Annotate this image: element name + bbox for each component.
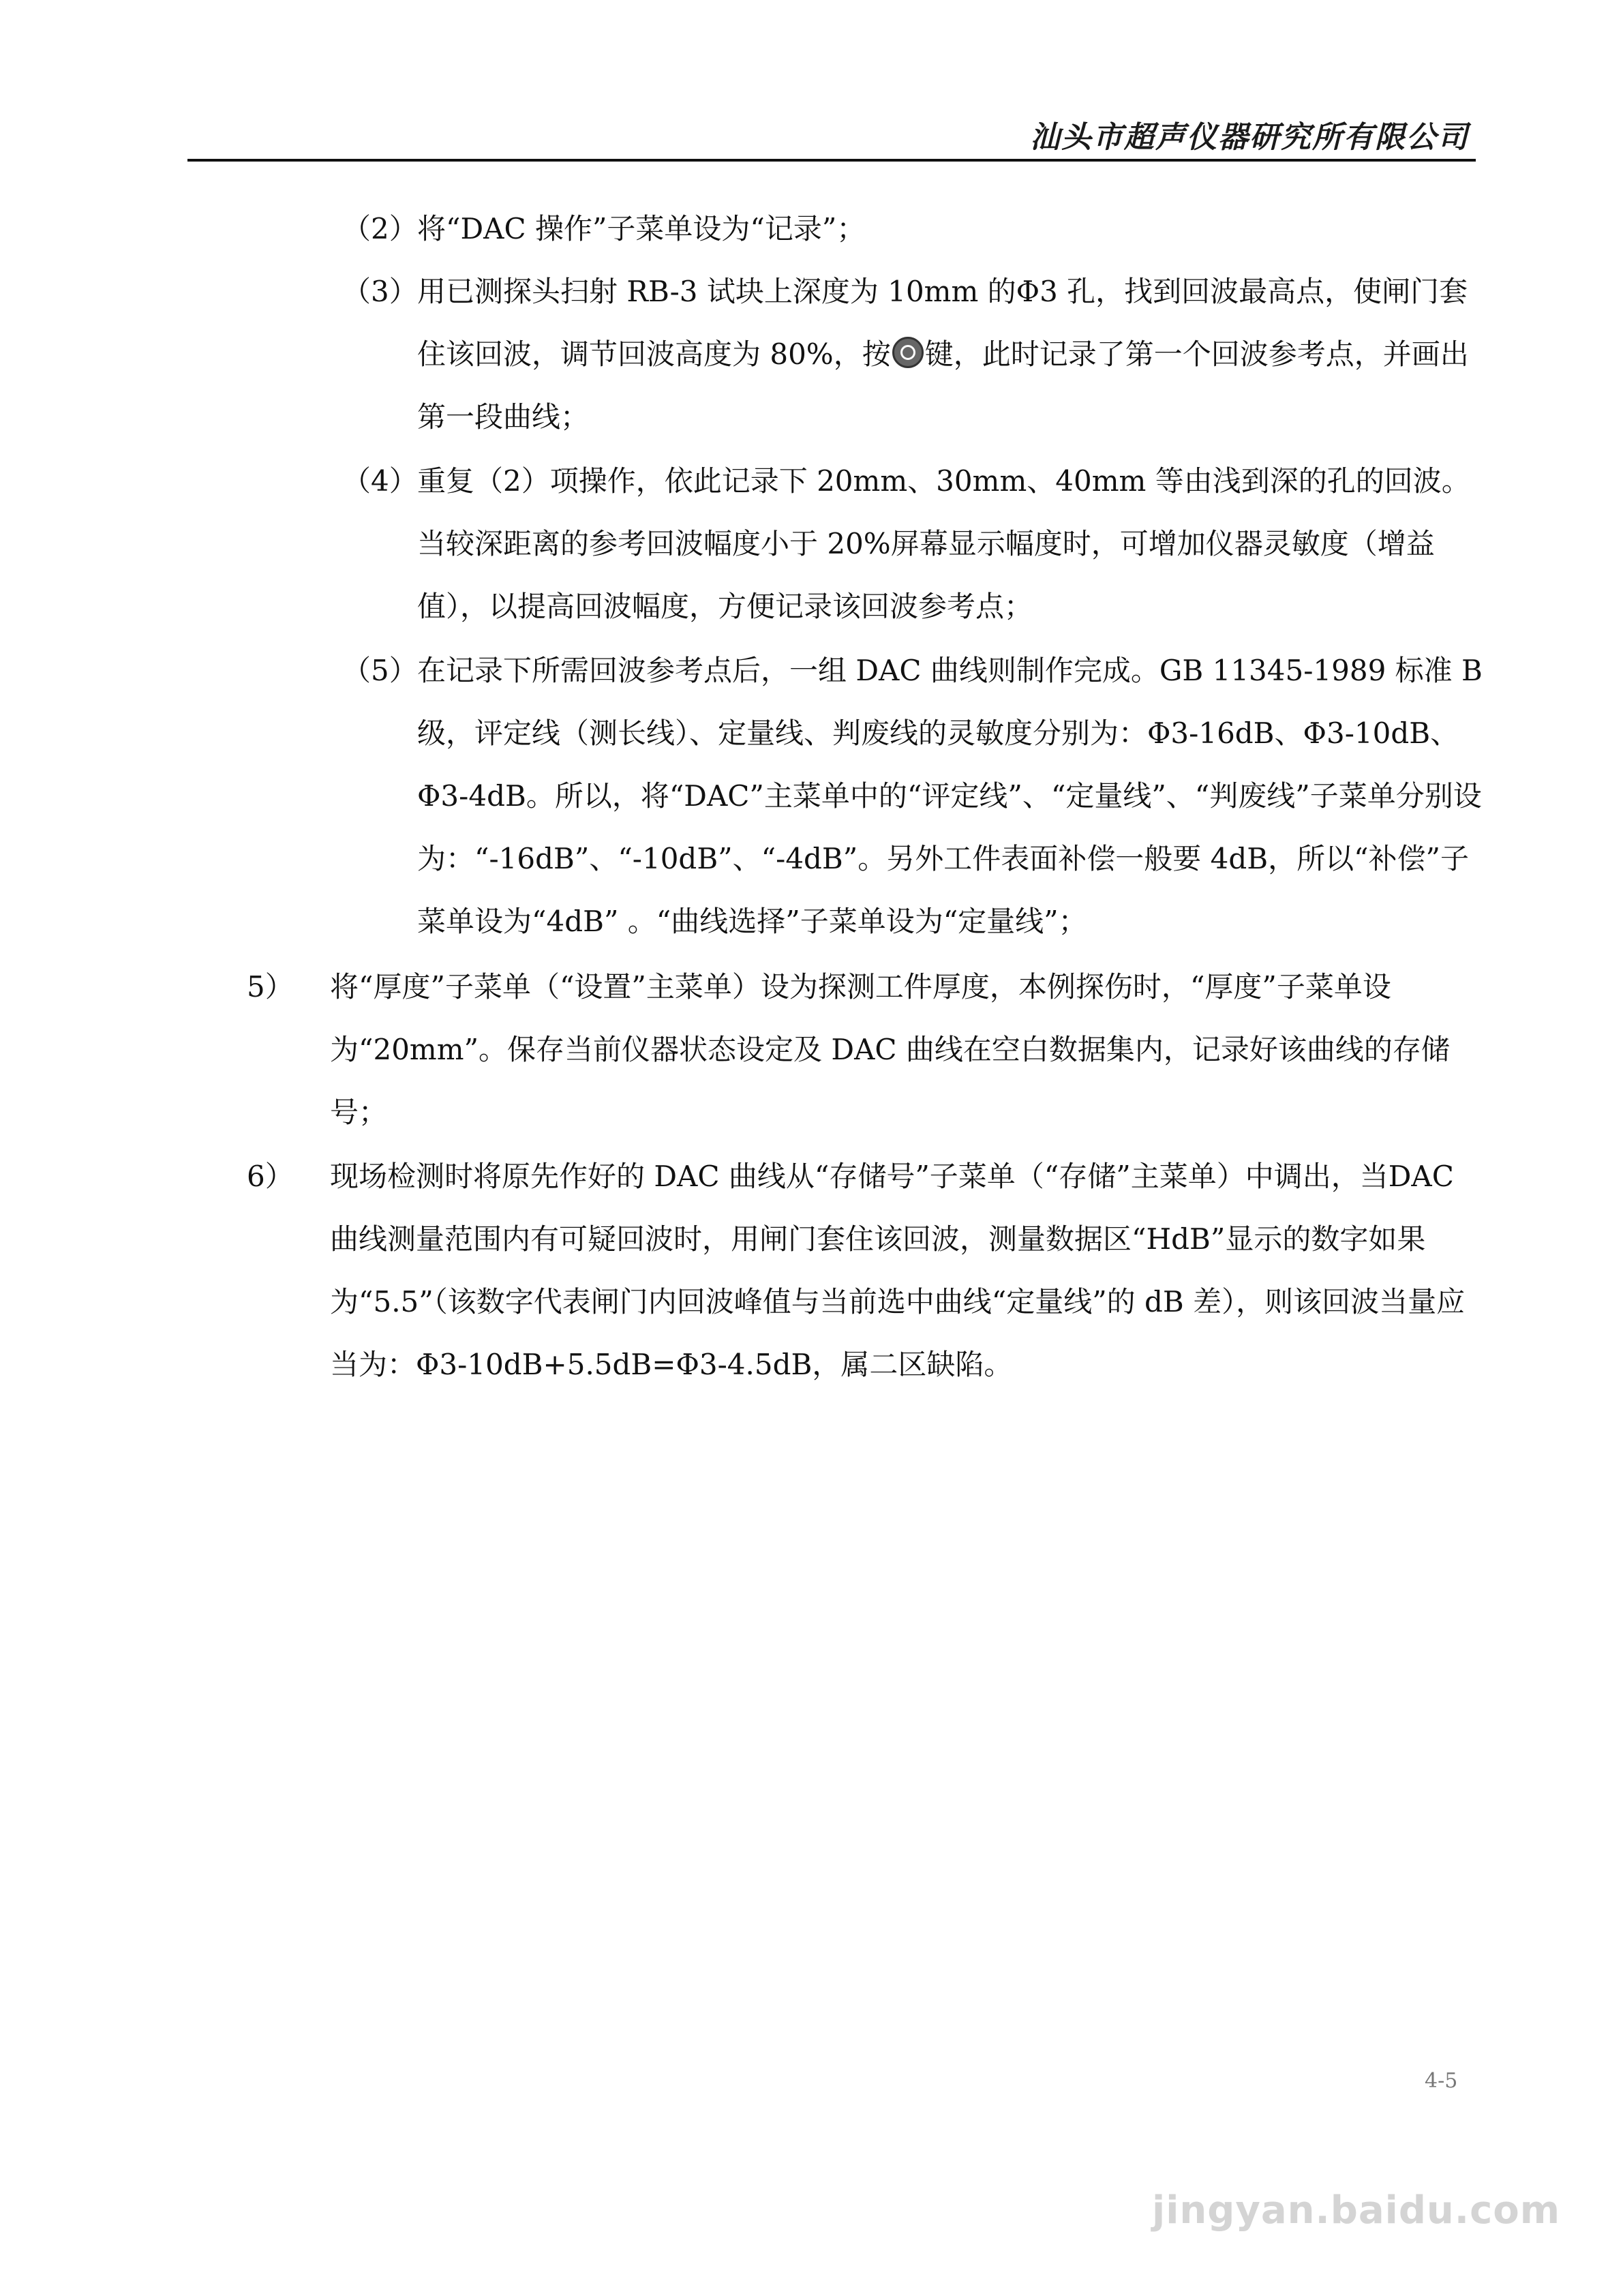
step-number: （2） <box>342 212 418 245</box>
step-number: （4） <box>342 464 418 498</box>
step-text: 将“厚度”子菜单（“设置”主菜单）设为探测工件厚度，本例探伤时，“厚度”子菜单设为“20mm”。保存当前仪器状态设定及 DAC 曲线在空白数据集内，记录好该曲线的存储号； <box>330 970 1450 1129</box>
step-text: 重复（2）项操作，依此记录下 20mm、30mm、40mm 等由浅到深的孔的回波。当较深距离的参考回波幅度小于 20%屏幕显示幅度时，可增加仪器灵敏度（增益值），以提高回波幅度，方便记录该回波参考点； <box>417 464 1470 623</box>
watermark-text: jingyan.baidu.com <box>1152 2188 1561 2233</box>
step-text-part-a: 用已测探头扫射 RB-3 试块上深度为 10mm 的Φ3 孔，找到回波最高点，使闸门套住该回波，调节回波高度为 80%，按 <box>417 275 1468 371</box>
step-text-part-b: 键，此时记录了第一个回波参考点，并画出第一段曲线； <box>417 337 1469 434</box>
step-text: 现场检测时将原先作好的 DAC 曲线从“存储号”子菜单（“存储”主菜单）中调出，当DAC 曲线测量范围内有可疑回波时，用闸门套住该回波，测量数据区“HdB”显示的数字如果为“5.5”（该数字代表闸门内回波峰值与当前选中曲线“定量线”的 dB 差），则该回波当量应当为：Φ3-10dB+5.5dB=Φ3-4.5dB，属二区缺陷。 <box>330 1160 1466 1381</box>
company-name: 汕头市超声仪器研究所有限公司 <box>1030 120 1469 155</box>
page-number: 4-5 <box>1425 2069 1458 2093</box>
header-rule <box>187 159 1476 162</box>
step-text <box>417 260 1487 449</box>
confirm-key-icon <box>892 337 924 368</box>
step-text: 将“DAC 操作”子菜单设为“记录”； <box>417 212 866 245</box>
step-number: 6） <box>247 1160 294 1193</box>
step-number: （3） <box>342 275 418 308</box>
step-number: （5） <box>342 654 418 687</box>
step-text: 在记录下所需回波参考点后，一组 DAC 曲线则制作完成。GB 11345-1989 标准 B 级，评定线（测长线）、定量线、判废线的灵敏度分别为：Φ3-16dB、Φ3-10dB、Φ3-4dB。所以，将“DAC”主菜单中的“评定线”、“定量线”、“判废线”子菜单分别设为：“-16dB”、“-10dB”、“-4dB”。另外工件表面补偿一般要 4dB，所以“补偿”子菜单设为“4dB” 。“曲线选择”子菜单设为“定量线”； <box>417 654 1483 938</box>
page-header <box>187 112 1476 160</box>
step-number: 5） <box>247 970 294 1003</box>
